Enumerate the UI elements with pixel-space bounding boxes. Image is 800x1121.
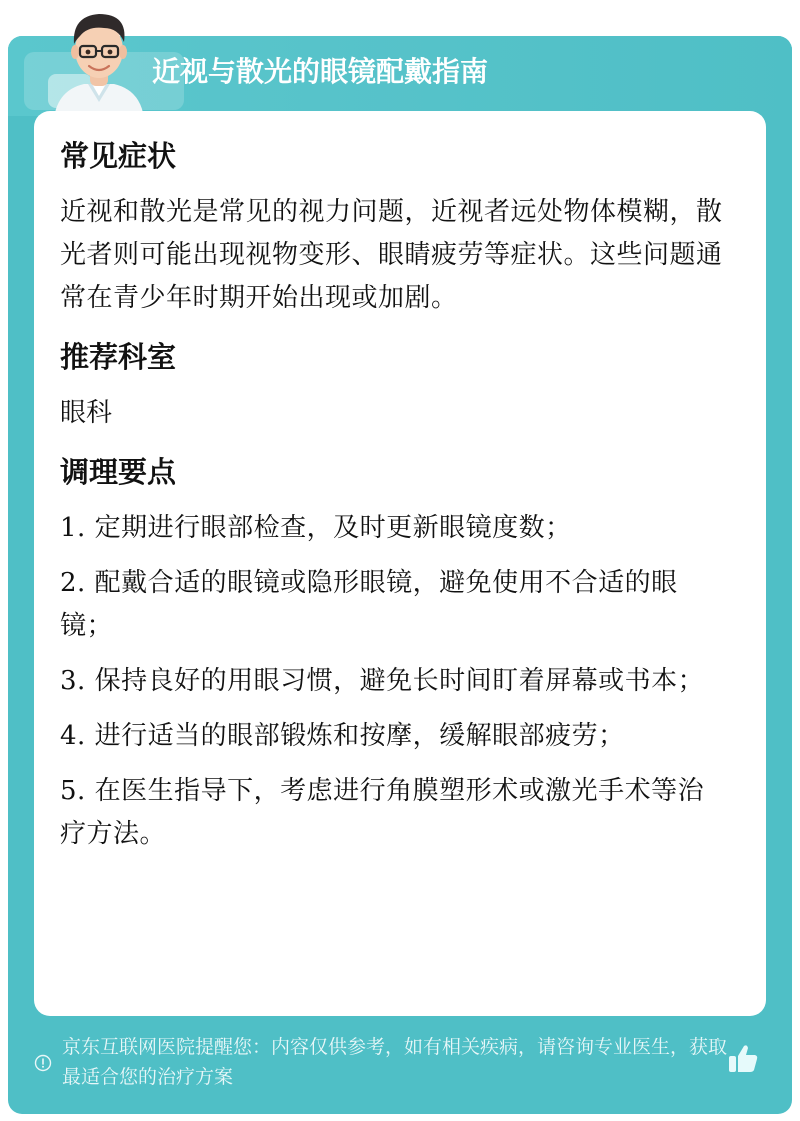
- care-item-number: 2.: [60, 568, 86, 598]
- care-item: [60, 562, 730, 648]
- care-item-number: 4.: [60, 721, 86, 751]
- care-item-text: 在医生指导下，考虑进行角膜塑形术或激光手术等治疗方法。: [60, 776, 705, 849]
- care-item-text: 保持良好的用眼习惯，避免长时间盯着屏幕或书本；: [94, 666, 705, 696]
- care-item-number: 3.: [60, 666, 86, 696]
- department-text: 眼科: [60, 398, 113, 428]
- care-item: [60, 770, 730, 856]
- care-item-number: 5.: [60, 776, 86, 806]
- content-inner: [60, 133, 730, 868]
- care-item: [60, 660, 730, 703]
- doctor-avatar-icon: [44, 6, 154, 118]
- care-item: [60, 507, 730, 550]
- disclaimer-text: 京东互联网医院提醒您：内容仅供参考，如有相关疾病，请咨询专业医生，获取最适合您的治疗方案: [62, 1036, 728, 1088]
- symptoms-heading: 常见症状: [60, 139, 177, 173]
- care-item-number: 1.: [60, 513, 86, 543]
- care-item-text: 配戴合适的眼镜或隐形眼镜，避免使用不合适的眼镜；: [60, 568, 678, 641]
- care-item-text: 进行适当的眼部锻炼和按摩，缓解眼部疲劳；: [94, 721, 625, 751]
- page-title: 近视与散光的眼镜配戴指南: [152, 55, 489, 88]
- care-heading: 调理要点: [60, 455, 177, 489]
- info-icon: [34, 1054, 52, 1072]
- symptoms-text: 近视和散光是常见的视力问题，近视者远处物体模糊，散光者则可能出现视物变形、眼睛疲劳等症状。这些问题通常在青少年时期开始出现或加剧。: [60, 197, 723, 313]
- department-heading: 推荐科室: [60, 340, 177, 374]
- care-item-text: 定期进行眼部检查，及时更新眼镜度数；: [94, 513, 572, 543]
- thumbs-up-icon[interactable]: [726, 1042, 760, 1076]
- care-item: [60, 715, 730, 758]
- content-panel: [34, 111, 766, 1016]
